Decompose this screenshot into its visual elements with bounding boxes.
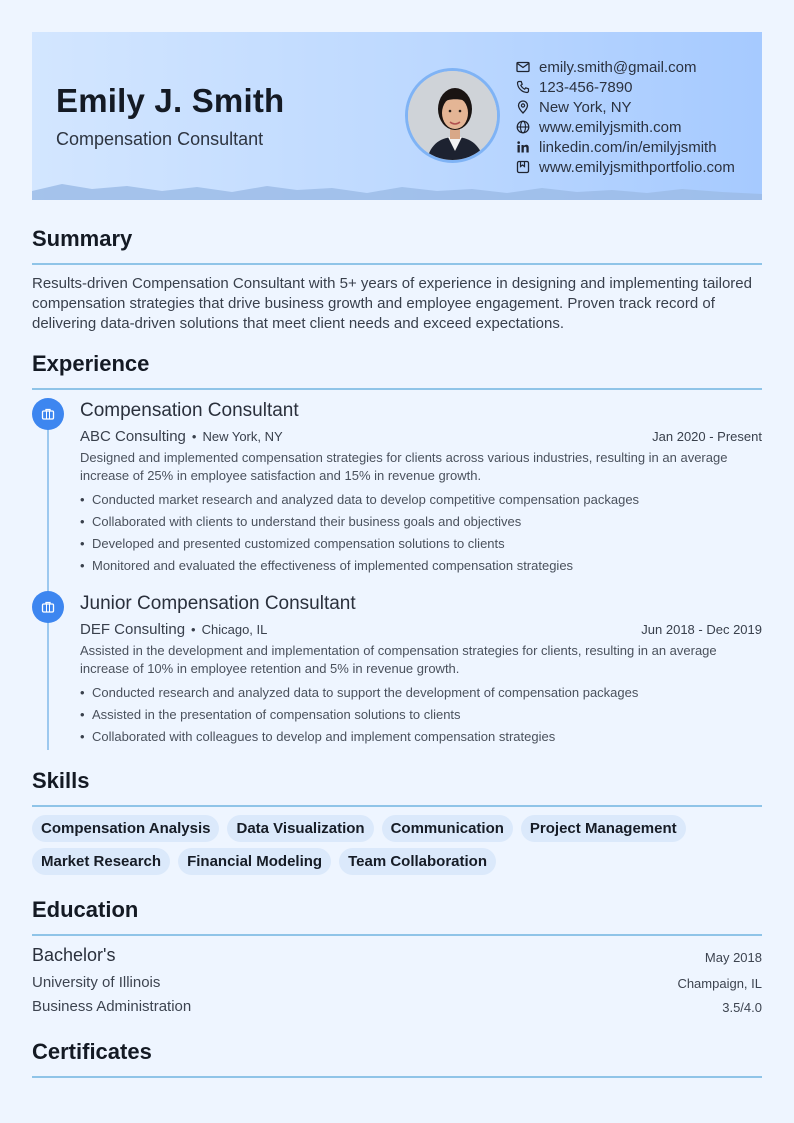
experience-item bbox=[80, 399, 762, 577]
job-description: Assisted in the development and implementation of compensation strategies for clients, resulting in an average increase of 10% in employee retention and 5% in revenue growth. bbox=[80, 643, 717, 676]
experience-marker bbox=[32, 591, 64, 623]
graduation-date: May 2018 bbox=[704, 950, 762, 965]
list-item: • Conducted research and analyzed data to support the development of compensation packages bbox=[80, 682, 762, 704]
briefcase-icon bbox=[41, 407, 55, 421]
education-divider bbox=[32, 934, 762, 936]
certificates-heading: Certificates bbox=[32, 1039, 152, 1064]
field-of-study: Business Administration bbox=[32, 998, 192, 1015]
contact-portfolio-text: www.emilyjsmithportfolio.com bbox=[539, 158, 735, 176]
skill-chip: Data Visualization bbox=[227, 815, 373, 842]
experience-heading: Experience bbox=[32, 351, 150, 376]
education-field-row bbox=[32, 998, 762, 1018]
candidate-name: Emily J. Smith bbox=[56, 82, 285, 119]
school-name: University of Illinois bbox=[32, 974, 161, 991]
contact-linkedin[interactable] bbox=[516, 137, 735, 157]
list-item: • Developed and presented customized compensation solutions to clients bbox=[80, 533, 762, 555]
email-icon bbox=[516, 60, 530, 74]
contact-phone[interactable] bbox=[516, 77, 735, 97]
education-heading: Education bbox=[32, 897, 139, 922]
briefcase-icon bbox=[41, 600, 55, 614]
list-item: • Monitored and evaluated the effectiveness of implemented compensation strategies bbox=[80, 555, 762, 577]
separator-dot: • bbox=[191, 622, 196, 637]
job-bullets bbox=[80, 489, 762, 577]
job-location: New York, NY bbox=[202, 429, 283, 444]
contact-portfolio[interactable] bbox=[516, 157, 735, 177]
list-item: • Collaborated with colleagues to develop and implement compensation strategies bbox=[80, 726, 762, 748]
degree-name: Bachelor's bbox=[32, 945, 116, 965]
job-title: Junior Compensation Consultant bbox=[80, 593, 356, 614]
separator-dot: • bbox=[191, 429, 197, 444]
list-item: • Collaborated with clients to understand their business goals and objectives bbox=[80, 511, 762, 533]
skill-chip: Communication bbox=[382, 815, 513, 842]
skill-chip: Financial Modeling bbox=[178, 848, 331, 875]
experience-divider bbox=[32, 388, 762, 390]
gpa: 3.5/4.0 bbox=[722, 1000, 762, 1015]
portfolio-icon bbox=[516, 160, 530, 174]
summary-divider bbox=[32, 263, 762, 265]
experience-item bbox=[80, 592, 762, 748]
education-school-row bbox=[32, 974, 762, 994]
summary-text: Results-driven Compensation Consultant with 5+ years of experience in designing and implementing tailored compensation strategies that drive business growth and employee engagement. Proven track record of delivering data-driven solutions that meet client needs and exceed expectations. bbox=[32, 275, 752, 332]
contact-phone-text: 123-456-7890 bbox=[539, 78, 633, 96]
linkedin-icon bbox=[516, 140, 530, 154]
skills-divider bbox=[32, 805, 762, 807]
education-degree-row bbox=[32, 945, 762, 971]
contact-location-text: New York, NY bbox=[539, 98, 632, 116]
header-wave-decoration bbox=[32, 184, 762, 200]
candidate-title: Compensation Consultant bbox=[56, 129, 264, 149]
company-name: ABC Consulting bbox=[80, 428, 186, 445]
globe-icon bbox=[516, 120, 530, 134]
skill-chip: Compensation Analysis bbox=[32, 815, 219, 842]
skill-chip: Market Research bbox=[32, 848, 170, 875]
contact-linkedin-text: linkedin.com/in/emilyjsmith bbox=[539, 138, 717, 156]
contact-website-text: www.emilyjsmith.com bbox=[539, 118, 682, 136]
phone-icon bbox=[516, 80, 530, 94]
experience-timeline bbox=[47, 414, 49, 750]
contact-email[interactable] bbox=[516, 57, 735, 77]
contact-email-text: emily.smith@gmail.com bbox=[539, 58, 697, 76]
job-description: Designed and implemented compensation strategies for clients across various industries, resulting in an average increase of 25% in employee satisfaction and 15% in revenue growth. bbox=[80, 450, 728, 483]
list-item: • Assisted in the presentation of compensation solutions to clients bbox=[80, 704, 762, 726]
job-dates: Jan 2020 - Present bbox=[652, 429, 762, 444]
company-name: DEF Consulting bbox=[80, 621, 186, 638]
contact-list bbox=[516, 57, 735, 177]
certificates-divider bbox=[32, 1076, 762, 1078]
resume-header bbox=[32, 32, 762, 200]
experience-marker bbox=[32, 398, 64, 430]
location-pin-icon bbox=[516, 100, 530, 114]
school-location: Champaign, IL bbox=[677, 976, 762, 991]
skill-chip: Team Collaboration bbox=[339, 848, 496, 875]
skill-chip: Project Management bbox=[521, 815, 686, 842]
job-title: Compensation Consultant bbox=[80, 400, 299, 421]
skills-list bbox=[32, 815, 762, 881]
contact-website[interactable] bbox=[516, 117, 735, 137]
job-dates: Jun 2018 - Dec 2019 bbox=[641, 622, 762, 637]
summary-heading: Summary bbox=[32, 226, 133, 251]
contact-location bbox=[516, 97, 735, 117]
profile-photo bbox=[405, 68, 500, 163]
job-location: Chicago, IL bbox=[201, 622, 268, 637]
list-item: • Conducted market research and analyzed data to develop competitive compensation packages bbox=[80, 489, 762, 511]
skills-heading: Skills bbox=[32, 768, 90, 793]
job-bullets bbox=[80, 682, 762, 748]
